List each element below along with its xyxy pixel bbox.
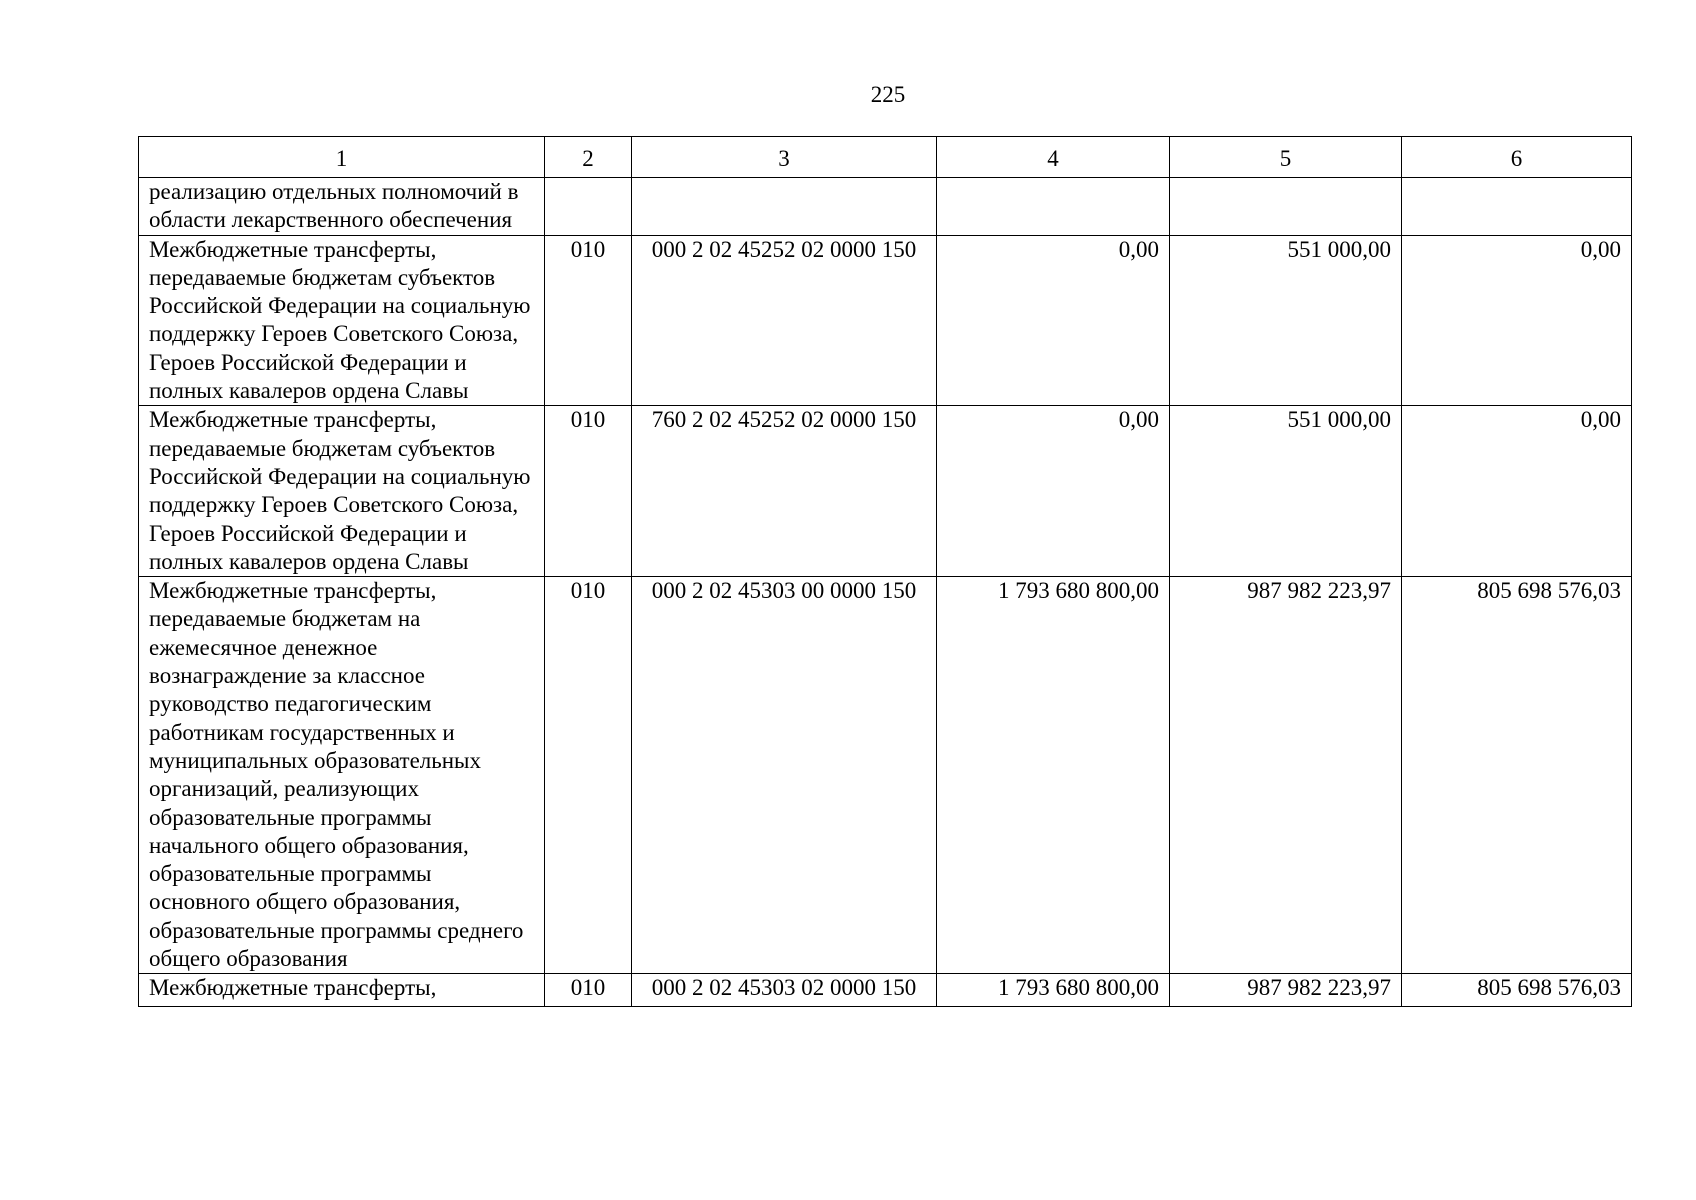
row-value-5-cell: 551 000,00 bbox=[1170, 406, 1402, 577]
row-code-cell bbox=[545, 178, 632, 236]
table-header-row bbox=[139, 137, 1632, 178]
table-row bbox=[139, 406, 1632, 577]
row-code-cell: 010 bbox=[545, 406, 632, 577]
row-kbk-cell: 000 2 02 45303 02 0000 150 bbox=[632, 974, 937, 1007]
row-value-5-cell: 551 000,00 bbox=[1170, 235, 1402, 406]
row-kbk-cell: 000 2 02 45303 00 0000 150 bbox=[632, 577, 937, 974]
row-value-5-cell: 987 982 223,97 bbox=[1170, 974, 1402, 1007]
row-value-6-cell: 0,00 bbox=[1402, 406, 1632, 577]
row-value-6-cell bbox=[1402, 178, 1632, 236]
row-kbk-cell: 760 2 02 45252 02 0000 150 bbox=[632, 406, 937, 577]
table-row bbox=[139, 974, 1632, 1007]
row-code-cell: 010 bbox=[545, 577, 632, 974]
column-header: 3 bbox=[632, 137, 937, 178]
table-row bbox=[139, 235, 1632, 406]
row-kbk-cell bbox=[632, 178, 937, 236]
row-name-cell: Межбюджетные трансферты, bbox=[139, 974, 545, 1007]
budget-table bbox=[138, 136, 1632, 1007]
row-code-cell: 010 bbox=[545, 974, 632, 1007]
column-header: 6 bbox=[1402, 137, 1632, 178]
column-header: 4 bbox=[937, 137, 1170, 178]
row-value-5-cell bbox=[1170, 178, 1402, 236]
row-value-4-cell: 1 793 680 800,00 bbox=[937, 974, 1170, 1007]
row-value-4-cell bbox=[937, 178, 1170, 236]
row-kbk-cell: 000 2 02 45252 02 0000 150 bbox=[632, 235, 937, 406]
row-value-6-cell: 805 698 576,03 bbox=[1402, 577, 1632, 974]
table-row bbox=[139, 178, 1632, 236]
row-value-4-cell: 0,00 bbox=[937, 406, 1170, 577]
column-header: 5 bbox=[1170, 137, 1402, 178]
table-row bbox=[139, 577, 1632, 974]
row-value-4-cell: 1 793 680 800,00 bbox=[937, 577, 1170, 974]
page-number: 225 bbox=[870, 82, 906, 107]
row-name-cell: Межбюджетные трансферты, передаваемые бюджетам на ежемесячное денежное вознаграждение за классное руководство педагогическим работникам государственных и муниципальных образовательных организаций, реализующих образовательные программы начального общего образования, образовательные программы основного общего образования, образовательные программы среднего общего образования bbox=[139, 577, 545, 974]
row-code-cell: 010 bbox=[545, 235, 632, 406]
row-value-6-cell: 0,00 bbox=[1402, 235, 1632, 406]
row-value-4-cell: 0,00 bbox=[937, 235, 1170, 406]
column-header: 1 bbox=[139, 137, 545, 178]
row-value-6-cell: 805 698 576,03 bbox=[1402, 974, 1632, 1007]
column-header: 2 bbox=[545, 137, 632, 178]
row-name-cell: Межбюджетные трансферты, передаваемые бюджетам субъектов Российской Федерации на социальную поддержку Героев Советского Союза, Героев Российской Федерации и полных кавалеров ордена Славы bbox=[139, 406, 545, 577]
row-name-cell: реализацию отдельных полномочий в области лекарственного обеспечения bbox=[139, 178, 545, 236]
row-value-5-cell: 987 982 223,97 bbox=[1170, 577, 1402, 974]
row-name-cell: Межбюджетные трансферты, передаваемые бюджетам субъектов Российской Федерации на социальную поддержку Героев Советского Союза, Героев Российской Федерации и полных кавалеров ордена Славы bbox=[139, 235, 545, 406]
